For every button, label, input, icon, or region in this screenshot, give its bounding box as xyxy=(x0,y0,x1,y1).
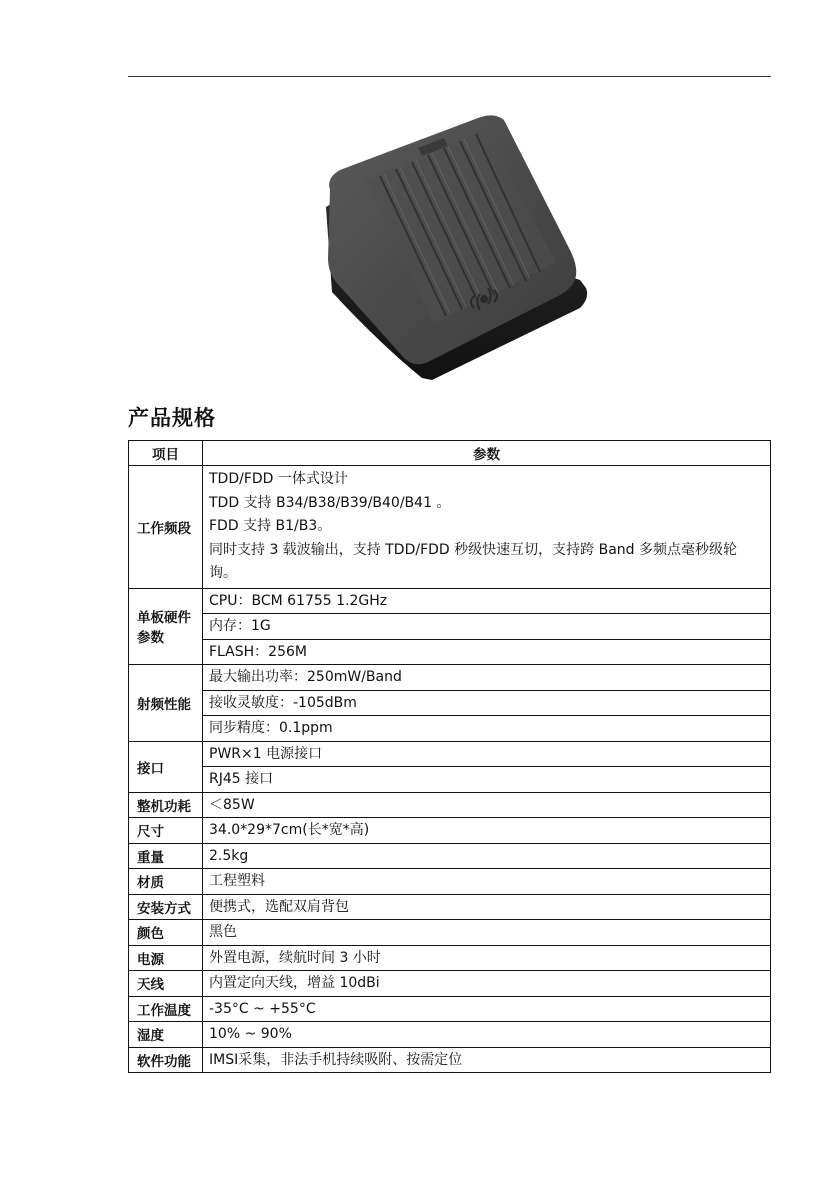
table-row xyxy=(129,818,771,844)
row-value: 黑色 xyxy=(203,920,771,946)
table-row xyxy=(129,843,771,869)
row-value-line: TDD 支持 B34/B38/B39/B40/B41 。 xyxy=(209,494,451,511)
row-category: 电源 xyxy=(129,945,203,971)
row-value: ＜85W xyxy=(203,792,771,818)
row-value: -35°C ~ +55°C xyxy=(203,996,771,1022)
table-row xyxy=(129,690,771,716)
row-value: 便携式，选配双肩背包 xyxy=(203,894,771,920)
spec-table xyxy=(128,440,771,1073)
row-category: 天线 xyxy=(129,971,203,997)
header-params: 参数 xyxy=(203,441,771,466)
row-value: FLASH：256M xyxy=(203,639,771,665)
table-header-row xyxy=(129,441,771,466)
table-row xyxy=(129,869,771,895)
row-value: CPU：BCM 61755 1.2GHz xyxy=(203,588,771,614)
table-row xyxy=(129,716,771,742)
section-title: 产品规格 xyxy=(128,406,216,430)
row-category: 工作频段 xyxy=(129,466,203,589)
table-row xyxy=(129,996,771,1022)
row-value: 最大输出功率：250mW/Band xyxy=(203,665,771,691)
row-category: 单板硬件参数 xyxy=(129,588,203,665)
table-row xyxy=(129,971,771,997)
table-row xyxy=(129,1047,771,1073)
table-row xyxy=(129,792,771,818)
row-category: 湿度 xyxy=(129,1022,203,1048)
table-row xyxy=(129,665,771,691)
row-category: 射频性能 xyxy=(129,665,203,742)
header-rule xyxy=(128,76,771,77)
row-category: 工作温度 xyxy=(129,996,203,1022)
table-row xyxy=(129,588,771,614)
table-row xyxy=(129,894,771,920)
row-value: 10% ~ 90% xyxy=(203,1022,771,1048)
table-row xyxy=(129,945,771,971)
row-value: 工程塑料 xyxy=(203,869,771,895)
row-category: 尺寸 xyxy=(129,818,203,844)
row-value: 34.0*29*7cm(长*宽*高) xyxy=(203,818,771,844)
row-value: 外置电源，续航时间 3 小时 xyxy=(203,945,771,971)
row-value-multiline xyxy=(203,466,771,589)
row-category: 重量 xyxy=(129,843,203,869)
row-value: 内存：1G xyxy=(203,614,771,640)
table-row xyxy=(129,920,771,946)
table-row xyxy=(129,741,771,767)
row-category: 接口 xyxy=(129,741,203,792)
row-value: 接收灵敏度：-105dBm xyxy=(203,690,771,716)
row-value-line: FDD 支持 B1/B3。 xyxy=(209,518,332,534)
row-value: PWR×1 电源接口 xyxy=(203,741,771,767)
table-row xyxy=(129,639,771,665)
row-value-line: TDD/FDD 一体式设计 xyxy=(209,471,348,487)
row-category: 安装方式 xyxy=(129,894,203,920)
row-category: 整机功耗 xyxy=(129,792,203,818)
table-row xyxy=(129,614,771,640)
table-row xyxy=(129,767,771,793)
row-category: 材质 xyxy=(129,869,203,895)
row-value-line: 询。 xyxy=(209,565,237,581)
table-row xyxy=(129,466,771,589)
row-category: 颜色 xyxy=(129,920,203,946)
table-row xyxy=(129,1022,771,1048)
row-value-line: 同时支持 3 载波输出，支持 TDD/FDD 秒级快速互切，支持跨 Band 多频点毫秒级轮 xyxy=(209,541,737,558)
row-value: IMSI采集，非法手机持续吸附、按需定位 xyxy=(203,1047,771,1073)
product-image xyxy=(318,112,590,382)
header-item: 项目 xyxy=(129,441,203,466)
row-value: 同步精度：0.1ppm xyxy=(203,716,771,742)
row-value: 2.5kg xyxy=(203,843,771,869)
row-value: 内置定向天线，增益 10dBi xyxy=(203,971,771,997)
row-category: 软件功能 xyxy=(129,1047,203,1073)
row-value: RJ45 接口 xyxy=(203,767,771,793)
